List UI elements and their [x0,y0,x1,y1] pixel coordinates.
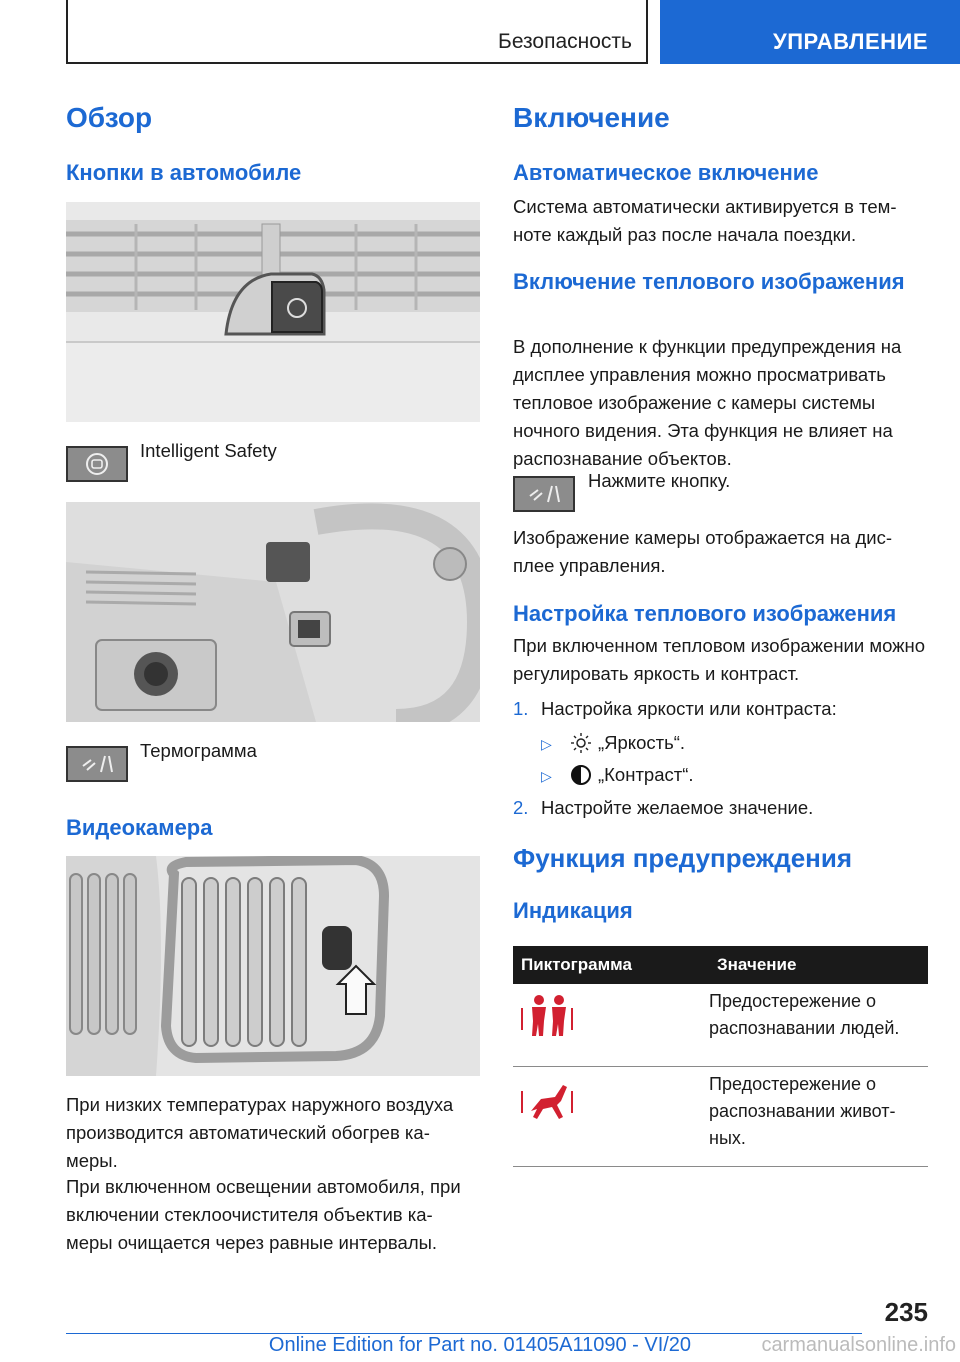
thermal-settings-heading: Настройка теплового изображения [513,601,897,626]
indication-heading: Индикация [513,898,633,923]
buttons-heading: Кнопки в автомобиле [66,160,302,185]
press-button-instruction: Нажмите кнопку. [588,470,731,491]
thermal-activation-heading: Включение теплового изображения [513,269,905,294]
thermal-settings-text: При включенном тепловом изображении можно регулировать яркость и контраст. [513,635,926,684]
column-header-pictogram: Пиктограмма [513,946,709,984]
brightness-icon [570,732,592,754]
header-section-box [66,0,648,64]
animal-warning-icon [519,1071,575,1127]
step-2-text: Настройте желаемое значение. [541,797,814,818]
page-number: 235 [884,1297,928,1327]
step-1 [513,695,528,723]
auto-activation-heading: Автоматическое включение [513,160,819,185]
column-header-meaning: Значение [709,946,928,984]
pictogram-cell [513,984,709,1067]
camera-heating-text: При низких температурах наружного воздуха производится автоматический обогрев ка- меры. [66,1094,454,1171]
bullet-arrow-icon: ▷ [541,768,552,784]
camera-heading: Видеокамера [66,815,213,840]
warning-function-heading: Функция предупреждения [513,843,853,873]
contrast-icon [570,764,592,786]
step-1-number: 1. [513,698,529,719]
bullet-brightness [541,729,552,758]
bullet-brightness-text: „Яркость“. [598,732,686,753]
camera-location-photo [66,856,480,1076]
pedestrian-warning-icon [519,988,575,1044]
table-row [513,984,928,1067]
bullet-arrow-icon: ▷ [541,736,552,752]
thermal-image-icon [66,746,128,782]
step-1-text: Настройка яркости или контраста: [541,698,837,719]
header-chapter-title: УПРАВЛЕНИЕ [773,29,928,54]
table-header-row [513,946,928,984]
thermal-button-photo [66,502,480,722]
intelligent-safety-caption: Intelligent Safety [140,440,277,461]
intelligent-safety-icon [66,446,128,482]
thermal-button-icon [513,476,575,512]
overview-heading: Обзор [66,102,153,133]
thermal-caption: Термограмма [140,740,257,761]
activation-heading: Включение [513,102,670,133]
step-2-number: 2. [513,797,529,818]
camera-cleaning-text: При включенном освещении автомобиля, при включении стеклоочистителя объектив ка- меры очищается через равные интервалы. [66,1176,461,1253]
warning-pictogram-table [513,946,928,1167]
camera-display-text: Изображение камеры отображается на дис- плее управления. [513,527,893,576]
header-chapter-tab [660,0,960,64]
header-section-title: Безопасность [498,30,632,53]
thermal-activation-text: В дополнение к функции предупреждения на дисплее управления можно просматривать тепловое изображение с камеры системы ночного видения. Эта функция не влияет на распознавание объектов. [513,336,902,469]
meaning-cell: Предостережение о распознавании живот- ных. [709,1067,928,1167]
edition-text: Online Edition for Part no. 01405A11090 - VI/20 [268,1334,692,1356]
bullet-contrast [541,761,552,790]
meaning-cell: Предостережение о распознавании людей. [709,984,928,1067]
step-2 [513,794,528,822]
bullet-contrast-text: „Контраст“. [598,764,694,785]
intelligent-safety-button-photo [66,202,480,422]
auto-activation-text: Система автоматически активируется в тем- ноте каждый раз после начала поездки. [513,196,897,245]
pictogram-cell [513,1067,709,1167]
watermark: carmanualsonline.info [761,1334,956,1356]
table-row [513,1067,928,1167]
